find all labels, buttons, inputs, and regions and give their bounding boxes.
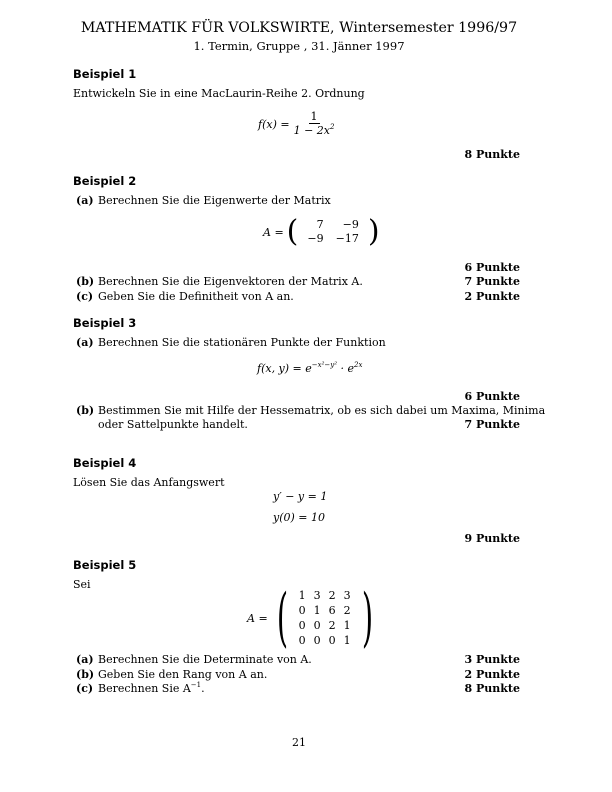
example-2a-text: Berechnen Sie die Eigenwerte der Matrix bbox=[98, 194, 331, 207]
example-5b-text: Geben Sie den Rang von A an. bbox=[98, 668, 268, 681]
example-5a-points: 3 Punkte bbox=[464, 653, 520, 666]
example-5-text: Sei bbox=[73, 578, 91, 591]
inverse-exponent: −1 bbox=[190, 681, 202, 689]
example-1-heading: Beispiel 1 bbox=[73, 67, 137, 81]
example-1-points: 8 Punkte bbox=[464, 148, 520, 161]
example-2b-points: 7 Punkte bbox=[464, 275, 520, 288]
example-5c-points: 8 Punkte bbox=[464, 682, 520, 695]
matrix-cell: 2 bbox=[328, 619, 336, 632]
example-5a-text: Berechnen Sie die Determinate von A. bbox=[98, 653, 312, 666]
matrix-cell: 0 bbox=[298, 634, 306, 647]
page-subtitle: 1. Termin, Gruppe , 31. Jänner 1997 bbox=[193, 39, 405, 53]
right-paren: ) bbox=[361, 581, 373, 655]
example-2-matrix bbox=[263, 214, 380, 249]
matrix-cell: −9 bbox=[342, 218, 359, 231]
matrix-cell: 1 bbox=[298, 589, 306, 602]
matrix-cell: −17 bbox=[335, 232, 359, 245]
example-3b-points: 7 Punkte bbox=[464, 418, 520, 431]
matrix-cell: 0 bbox=[298, 619, 306, 632]
matrix-cell: 7 bbox=[316, 218, 324, 231]
example-3-formula bbox=[257, 362, 362, 375]
left-paren: ( bbox=[276, 581, 288, 655]
matrix-cell: 6 bbox=[328, 604, 336, 617]
page-title: MATHEMATIK FÜR VOLKSWIRTE, Wintersemester 1996/97 bbox=[80, 20, 518, 36]
example-2b-label: (b) bbox=[76, 275, 95, 288]
example-5c-text-end: . bbox=[201, 682, 205, 695]
matrix-cell: 2 bbox=[343, 604, 351, 617]
example-1-text: Entwickeln Sie in eine MacLaurin-Reihe 2. Ordnung bbox=[73, 87, 365, 100]
fraction-denominator bbox=[294, 124, 335, 138]
matrix-cell: 0 bbox=[298, 604, 306, 617]
left-paren: ( bbox=[286, 214, 299, 249]
formula-mid: · e bbox=[337, 362, 355, 375]
example-2a-label: (a) bbox=[76, 194, 94, 207]
example-4-points: 9 Punkte bbox=[464, 532, 520, 545]
example-5-heading: Beispiel 5 bbox=[73, 558, 137, 572]
example-4-equation-2: y(0) = 10 bbox=[273, 511, 326, 524]
matrix-cell: 3 bbox=[313, 589, 321, 602]
example-4-heading: Beispiel 4 bbox=[73, 456, 137, 470]
matrix-cell: 1 bbox=[313, 604, 321, 617]
example-1-formula bbox=[258, 110, 334, 138]
example-2c-points: 2 Punkte bbox=[464, 290, 520, 303]
example-5-matrix bbox=[247, 581, 380, 655]
denominator-exponent: 2 bbox=[330, 123, 335, 131]
example-2a-points: 6 Punkte bbox=[464, 261, 520, 274]
matrix-cell: 2 bbox=[328, 589, 336, 602]
example-3b-label: (b) bbox=[76, 404, 95, 417]
matrix-2x2 bbox=[301, 218, 364, 246]
example-4-text: Lösen Sie das Anfangswert bbox=[73, 476, 225, 489]
fraction bbox=[294, 110, 335, 138]
example-5c-text-main: Berechnen Sie A bbox=[98, 682, 191, 695]
example-4-equation-1: y′ − y = 1 bbox=[273, 490, 328, 503]
example-5a-label: (a) bbox=[76, 653, 94, 666]
matrix-cell: 0 bbox=[328, 634, 336, 647]
example-3a-text: Berechnen Sie die stationären Punkte der Funktion bbox=[98, 336, 386, 349]
example-3-heading: Beispiel 3 bbox=[73, 316, 137, 330]
example-3b-text-line1: Bestimmen Sie mit Hilfe der Hessematrix, ob es sich dabei um Maxima, Minima bbox=[98, 404, 546, 417]
matrix-lhs: A = bbox=[247, 611, 268, 625]
matrix-lhs: A = bbox=[263, 225, 284, 239]
exponent-1: −x²−y² bbox=[311, 361, 338, 369]
denominator-base: 1 − 2x bbox=[293, 124, 330, 137]
example-2c-text: Geben Sie die Definitheit von A an. bbox=[98, 290, 294, 303]
matrix-cell: −9 bbox=[307, 232, 324, 245]
example-3a-label: (a) bbox=[76, 336, 94, 349]
right-paren: ) bbox=[367, 214, 380, 249]
example-5b-label: (b) bbox=[76, 668, 95, 681]
formula-lhs: f(x) = bbox=[258, 117, 290, 131]
matrix-cell: 1 bbox=[343, 619, 351, 632]
exponent-2: 2x bbox=[354, 361, 363, 369]
formula-lhs: f(x, y) = e bbox=[257, 362, 312, 375]
example-3a-points: 6 Punkte bbox=[464, 390, 520, 403]
example-2c-label: (c) bbox=[76, 290, 94, 303]
example-3b-text-line2: oder Sattelpunkte handelt. bbox=[98, 418, 248, 431]
matrix-cell: 0 bbox=[313, 619, 321, 632]
matrix-cell: 3 bbox=[343, 589, 351, 602]
example-5b-points: 2 Punkte bbox=[464, 668, 520, 681]
example-5c-label: (c) bbox=[76, 682, 94, 695]
matrix-cell: 0 bbox=[313, 634, 321, 647]
page-number: 21 bbox=[292, 736, 306, 749]
example-5c-text bbox=[98, 682, 205, 695]
example-2-heading: Beispiel 2 bbox=[73, 174, 137, 188]
matrix-cell: 1 bbox=[343, 634, 351, 647]
fraction-numerator: 1 bbox=[310, 110, 318, 123]
example-2b-text: Berechnen Sie die Eigenvektoren der Matrix A. bbox=[98, 275, 363, 288]
matrix-4x4 bbox=[295, 588, 355, 648]
